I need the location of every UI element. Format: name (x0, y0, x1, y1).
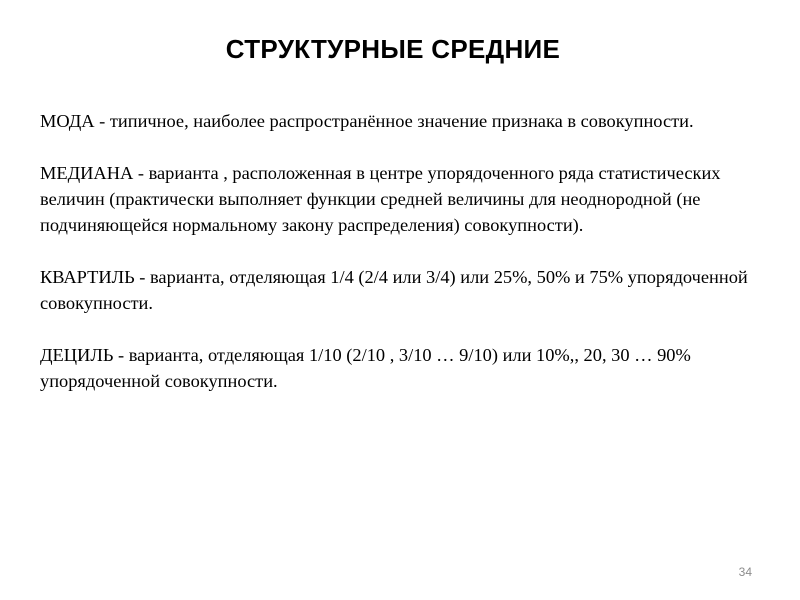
definition-kvartil: КВАРТИЛЬ - варианта, отделяющая 1/4 (2/4 или 3/4) или 25%, 50% и 75% упорядоченной совокупности. (40, 267, 748, 313)
definition-mediana: МЕДИАНА - варианта , расположенная в центре упорядоченного ряда статистических величин (практически выполняет функции средней величины для неоднородной (не подчиняющейся нормальному закону распределения) совокупности). (40, 163, 721, 235)
slide-title: СТРУКТУРНЫЕ СРЕДНИЕ (225, 34, 561, 64)
slide-body (40, 108, 770, 394)
definition-moda: МОДА - типичное, наиболее распространённое значение признака в совокупности. (40, 111, 694, 131)
definition-decil: ДЕЦИЛЬ - варианта, отделяющая 1/10 (2/10 , 3/10 … 9/10) или 10%,, 20, 30 … 90% упорядоченной совокупности. (40, 345, 691, 391)
page-number: 34 (738, 565, 752, 579)
